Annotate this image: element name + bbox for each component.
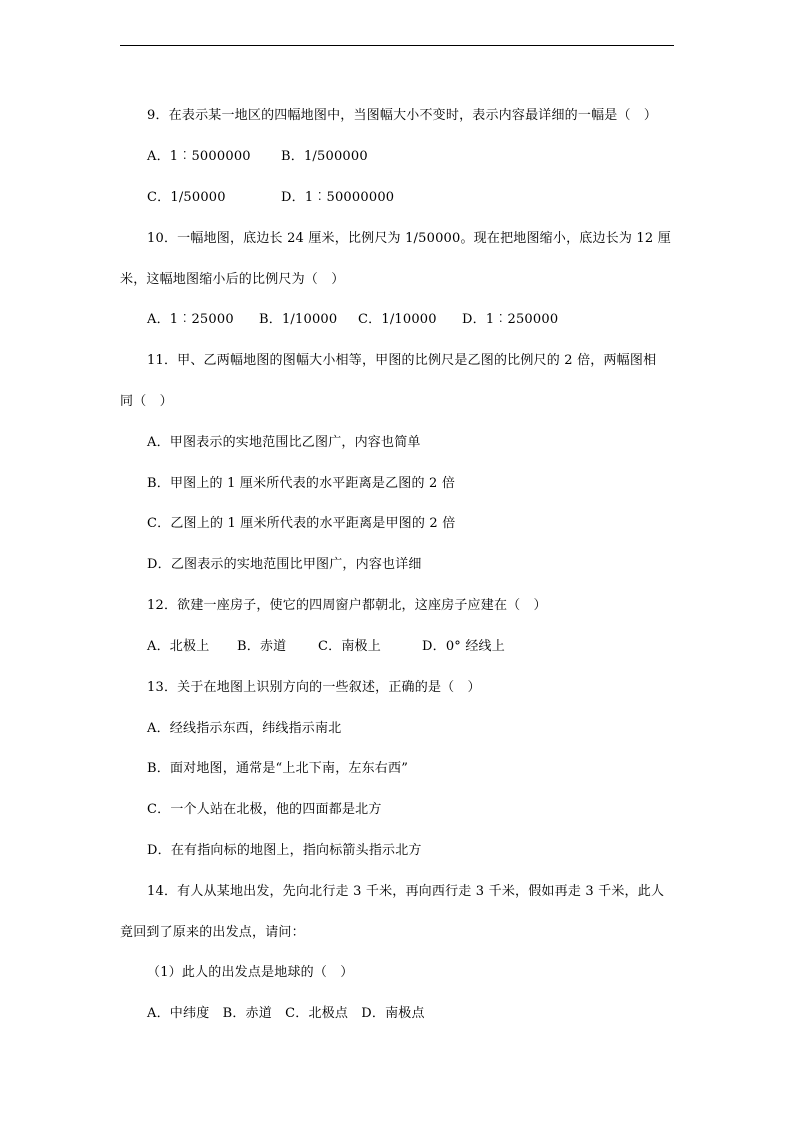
q9-option-c[interactable]: C．1/50000: [147, 190, 226, 205]
q13-option-b[interactable]: B．面对地图，通常是“上北下南，左东右西”: [147, 761, 409, 776]
q13-option-c[interactable]: C．一个人站在北极，他的四面都是北方: [147, 802, 382, 817]
q11-option-b[interactable]: B．甲图上的 1 厘米所代表的水平距离是乙图的 2 倍: [147, 476, 456, 491]
q10-option-d[interactable]: D．1︰250000: [462, 312, 559, 327]
q9-stem: 9．在表示某一地区的四幅地图中，当图幅大小不变时，表示内容最详细的一幅是（ ）: [147, 108, 658, 123]
q14-sub1-stem: （1）此人的出发点是地球的（ ）: [147, 965, 354, 980]
q12-option-b[interactable]: B．赤道: [237, 639, 287, 654]
q12-option-d[interactable]: D．0° 经线上: [422, 639, 505, 654]
q14-stem-line1: 14．有人从某地出发，先向北行走 3 千米，再向西行走 3 千米，假如再走 3 千米，此人: [147, 884, 665, 899]
q13-option-d[interactable]: D．在有指向标的地图上，指向标箭头指示北方: [147, 843, 422, 858]
q9-option-b[interactable]: B．1/500000: [281, 149, 368, 164]
q12-option-c[interactable]: C．南极上: [318, 639, 381, 654]
q11-option-d[interactable]: D．乙图表示的实地范围比甲图广，内容也详细: [147, 557, 422, 572]
q14-sub1-options[interactable]: A．中纬度 B．赤道 C．北极点 D．南极点: [147, 1006, 425, 1021]
q10-stem-line1: 10．一幅地图，底边长 24 厘米，比例尺为 1/50000。现在把地图缩小，底边长为 12 厘: [147, 231, 671, 246]
q12-stem: 12．欲建一座房子，使它的四周窗户都朝北，这座房子应建在（ ）: [147, 598, 547, 613]
q11-option-a[interactable]: A．甲图表示的实地范围比乙图广，内容也简单: [147, 435, 421, 450]
header-rule: [120, 45, 674, 46]
q10-option-a[interactable]: A．1︰25000: [147, 312, 234, 327]
q13-stem: 13．关于在地图上识别方向的一些叙述，正确的是（ ）: [147, 680, 481, 695]
q10-option-c[interactable]: C．1/10000: [358, 312, 437, 327]
q14-stem-line2: 竟回到了原来的出发点，请问：: [120, 925, 305, 940]
q11-option-c[interactable]: C．乙图上的 1 厘米所代表的水平距离是甲图的 2 倍: [147, 516, 456, 531]
q10-stem-line2: 米，这幅地图缩小后的比例尺为（ ）: [120, 272, 345, 287]
q11-stem-line2: 同（ ）: [120, 394, 173, 409]
q11-stem-line1: 11．甲、乙两幅地图的图幅大小相等，甲图的比例尺是乙图的比例尺的 2 倍，两幅图相: [147, 353, 657, 368]
q12-option-a[interactable]: A．北极上: [147, 639, 210, 654]
q13-option-a[interactable]: A．经线指示东西，纬线指示南北: [147, 721, 342, 736]
q9-option-d[interactable]: D．1︰50000000: [281, 190, 395, 205]
q10-option-b[interactable]: B．1/10000: [259, 312, 338, 327]
q9-option-a[interactable]: A．1︰5000000: [147, 149, 251, 164]
